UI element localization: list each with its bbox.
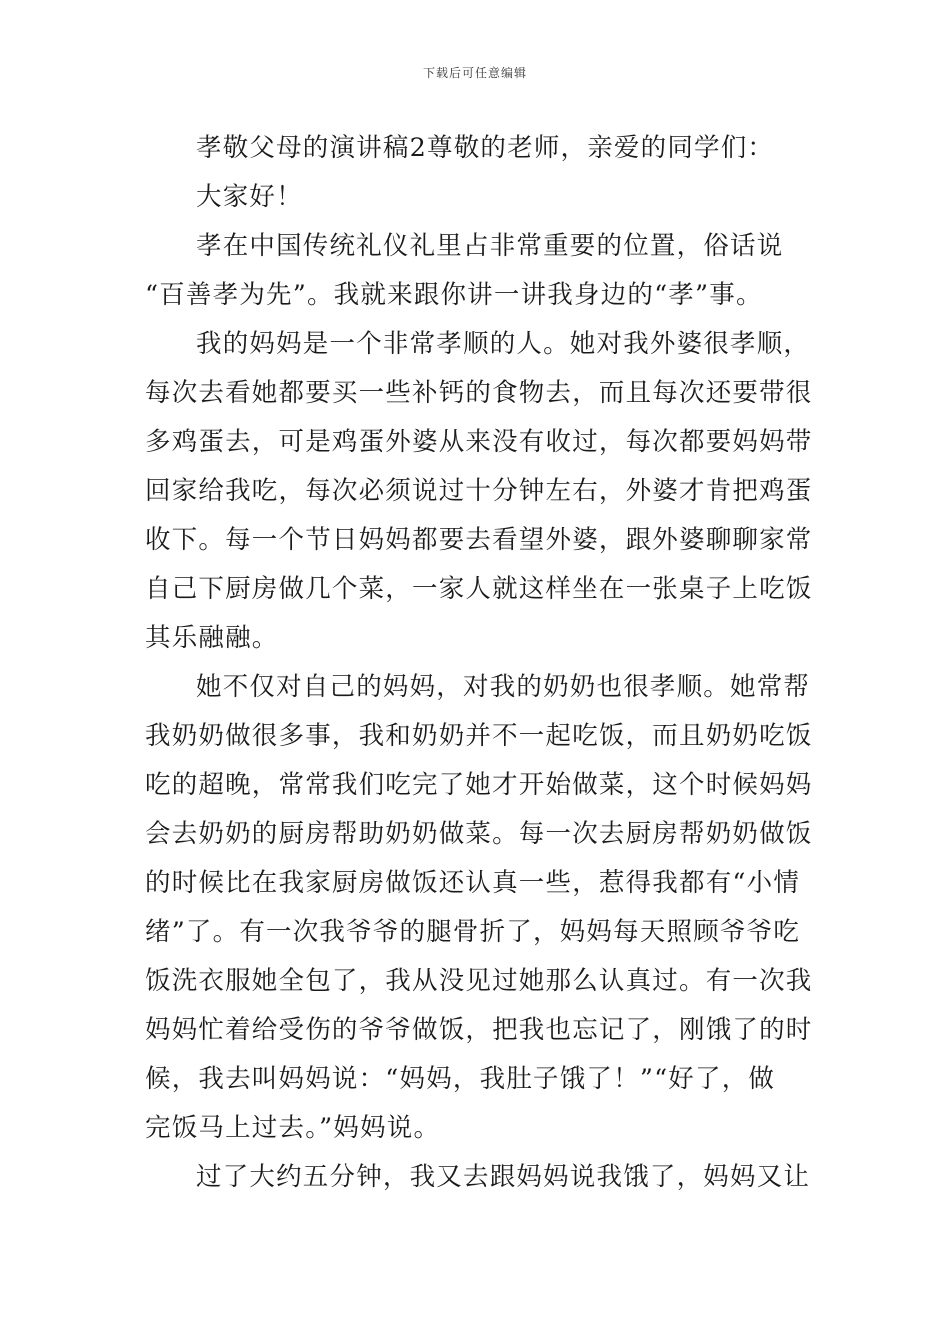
paragraph-line: 候，我去叫妈妈说：“妈妈，我肚子饿了！”“好了，做 [145, 1064, 776, 1094]
speech-title-line: 孝敬父母的演讲稿2尊敬的老师，亲爱的同学们： [196, 133, 775, 163]
paragraph-line: 的时候比在我家厨房做饭还认真一些，惹得我都有“小情 [145, 868, 801, 898]
paragraph-line: 回家给我吃，每次必须说过十分钟左右，外婆才肯把鸡蛋 [145, 476, 813, 506]
greeting-line: 大家好！ [196, 182, 303, 212]
document-body [145, 128, 813, 1206]
page-header-note: 下载后可任意编辑 [422, 66, 527, 80]
paragraph-line: 饭洗衣服她全包了，我从没见过她那么认真过。有一次我 [145, 966, 813, 996]
paragraph-line: 妈妈忙着给受伤的爷爷做饭，把我也忘记了，刚饿了的时 [145, 1015, 813, 1045]
paragraph-line: 自己下厨房做几个菜，一家人就这样坐在一张桌子上吃饭 [145, 574, 813, 604]
paragraph-line: 收下。每一个节日妈妈都要去看望外婆，跟外婆聊聊家常 [145, 525, 813, 555]
paragraph-line: 过了大约五分钟，我又去跟妈妈说我饿了，妈妈又让 [196, 1162, 811, 1192]
paragraph-line: 多鸡蛋去，可是鸡蛋外婆从来没有收过，每次都要妈妈带 [145, 427, 813, 457]
paragraph-line: 绪”了。有一次我爷爷的腿骨折了，妈妈每天照顾爷爷吃 [145, 917, 801, 947]
paragraph-line: 我的妈妈是一个非常孝顺的人。她对我外婆很孝顺， [196, 329, 811, 359]
paragraph-line: 每次去看她都要买一些补钙的食物去，而且每次还要带很 [145, 378, 813, 408]
paragraph-line: 其乐融融。 [145, 623, 279, 653]
paragraph-line: “百善孝为先”。我就来跟你讲一讲我身边的“孝”事。 [145, 280, 763, 310]
paragraph-line: 我奶奶做很多事，我和奶奶并不一起吃饭，而且奶奶吃饭 [145, 721, 813, 751]
paragraph-line: 吃的超晚，常常我们吃完了她才开始做菜，这个时候妈妈 [145, 770, 813, 800]
paragraph-line: 会去奶奶的厨房帮助奶奶做菜。每一次去厨房帮奶奶做饭 [145, 819, 813, 849]
paragraph-line: 完饭马上过去。”妈妈说。 [145, 1113, 441, 1143]
paragraph-line: 孝在中国传统礼仪礼里占非常重要的位置，俗话说 [196, 231, 784, 261]
paragraph-line: 她不仅对自己的妈妈，对我的奶奶也很孝顺。她常帮 [196, 672, 811, 702]
